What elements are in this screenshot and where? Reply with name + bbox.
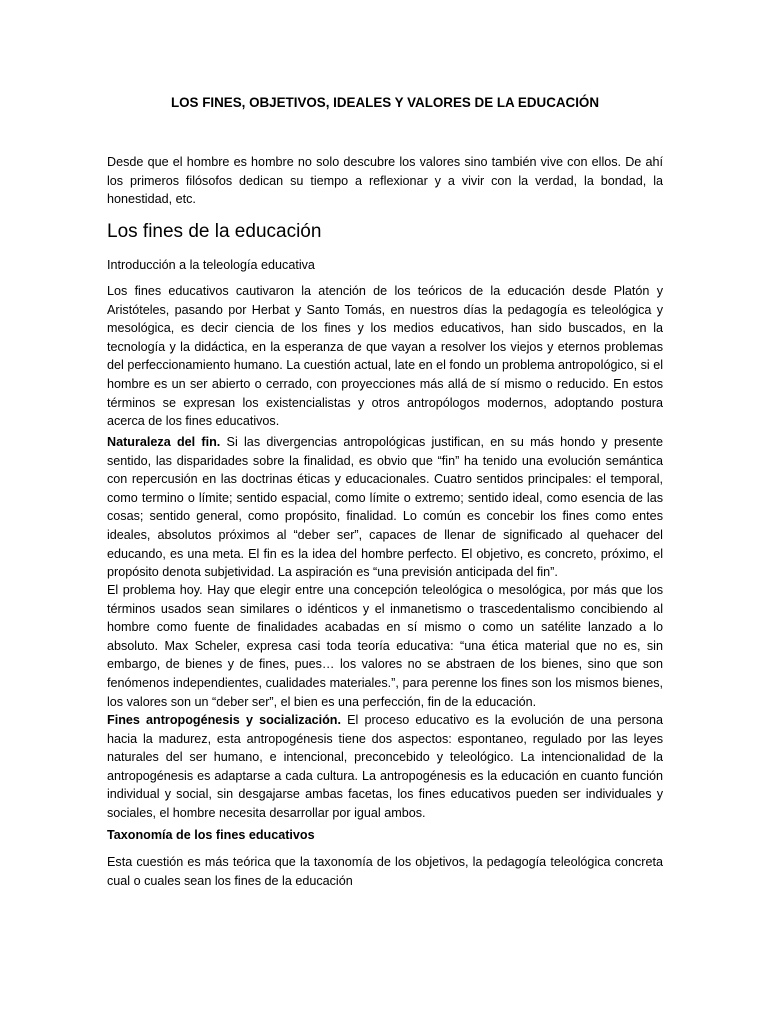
subheading-teleologia: Introducción a la teleología educativa: [107, 258, 315, 272]
paragraph-taxonomia: Esta cuestión es más teórica que la taxonomía de los objetivos, la pedagogía teleológica concreta cual o cuales sean los fines de la educación: [107, 855, 663, 888]
naturaleza-lead: Naturaleza del fin.: [107, 435, 221, 449]
paragraph-naturaleza: [107, 433, 663, 582]
fines-text: El proceso educativo es la evolución de una persona hacia la madurez, esta antropogénesis tiene dos aspectos: espontaneo, regulado por las leyes naturales del ser humano, e intencional, preconcebido y teleológico. La intencionalidad de la antropogénesis es adaptarse a cada cultura. La antropogénesis es la educación en cuanto función individual y social, sin desgajarse ambas facetas, los fines educativos pueden ser individuales y sociales, el hombre necesita desarrollar por igual ambos.: [107, 713, 663, 820]
intro-paragraph: Desde que el hombre es hombre no solo descubre los valores sino también vive con ellos. De ahí los primeros filósofos dedican su tiempo a reflexionar y a vivir con la verdad, la bondad, la honestidad, etc.: [107, 155, 663, 207]
naturaleza-text: Si las divergencias antropológicas justifican, en su más hondo y presente sentido, las disparidades sobre la finalidad, es obvio que “fin” ha tenido una evolución semántica con repercusión en las doctrinas éticas y educacionales. Cuatro sentidos principales: el temporal, como termino o límite; sentido espacial, como límite o extremo; sentido ideal, como esencia de las cosas; sentido general, como propósito, finalidad. Lo común es concebir los fines como entes ideales, absolutos próximos al “deber ser”, capaces de llenar de significado al quehacer del educando, es una meta. El fin es la idea del hombre perfecto. El objetivo, es concreto, próximo, el propósito denota subjetividad. La aspiración es “una previsión anticipada del fin”.: [107, 435, 663, 580]
paragraph-teleologia: Los fines educativos cautivaron la atención de los teóricos de la educación desde Platón y Aristóteles, pasando por Herbat y Santo Tomás, en nuestros días la pedagogía es teleológica y mesológica, es decir ciencia de los fines y los medios educativos, han sido buscados, en la tecnología y la didáctica, en la esperanza de que vayan a resolver los viejos y eternos problemas del perfeccionamiento humano. La cuestión actual, late en el fondo un problema antropológico, si el hombre es un ser abierto o cerrado, con proyecciones más allá de sí mismo o reducido. En estos términos se expresan los existencialistas y otros antropólogos modernos, adoptando postura acerca de los fines educativos.: [107, 284, 663, 429]
subheading-taxonomia: Taxonomía de los fines educativos: [107, 828, 315, 842]
paragraph-fines: [107, 711, 663, 823]
document-title: LOS FINES, OBJETIVOS, IDEALES Y VALORES DE LA EDUCACIÓN: [170, 95, 600, 110]
paragraph-problema: El problema hoy. Hay que elegir entre una concepción teleológica o mesológica, por más que los términos usados sean similares o idénticos y el inmanetismo o trascedentalismo concibiendo al hombre como fuente de finalidades acabadas en sí mismo o como un satélite lanzado a lo absoluto. Max Scheler, expresa casi toda teoría educativa: “una ética material que no es, sin embargo, de bienes y de fines, pues… los valores no se abstraen de los bienes, sino que son fenómenos independientes, cualidades materiales.”, para perenne los fines son los mismos bienes, los valores son un “deber ser”, el bien es una perfección, fin de la educación.: [107, 583, 663, 709]
section-heading: Los fines de la educación: [107, 221, 322, 242]
fines-lead: Fines antropogénesis y socialización.: [107, 713, 341, 727]
